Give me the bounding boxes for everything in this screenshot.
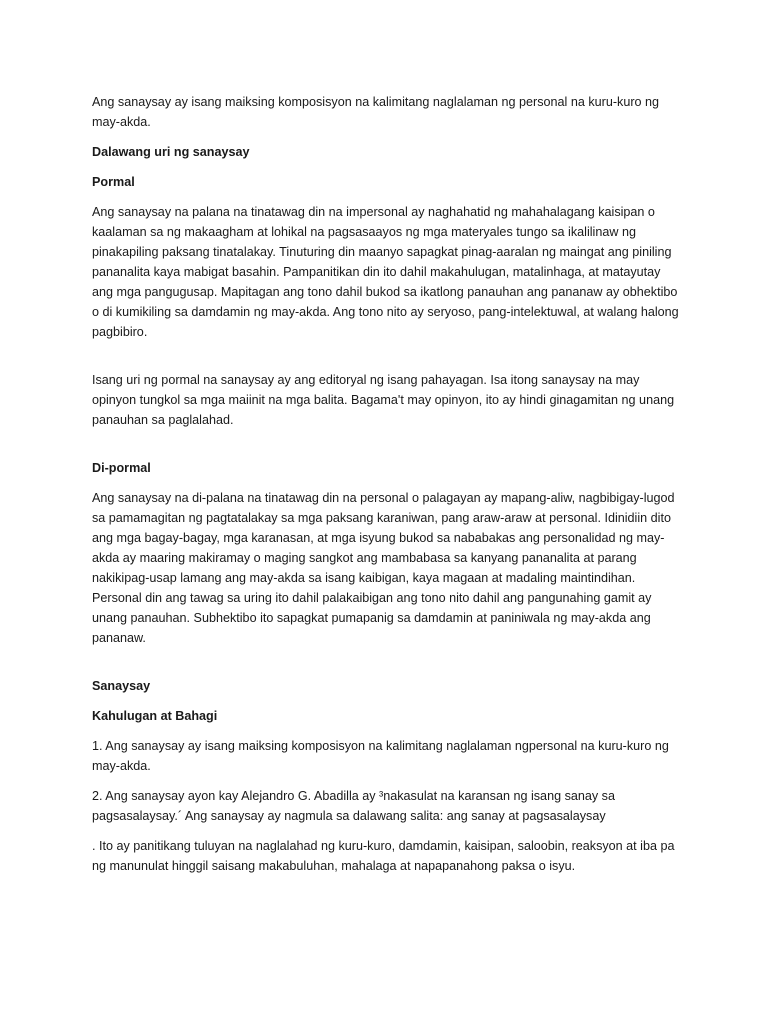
list-item-3: . Ito ay panitikang tuluyan na naglalahad ng kuru-kuro, damdamin, kaisipan, saloobin, reaksyon at iba pa ng manunulat hinggil saisang makabuluhan, mahalaga at napapanahong paksa o isyu. [92, 839, 675, 873]
list-item-2: 2. Ang sanaysay ayon kay Alejandro G. Abadilla ay ³nakasulat na karansan ng isang sanay sa pagsasalaysay.´ Ang sanaysay ay nagmula sa dalawang salita: ang sanay at pagsasalaysay [92, 789, 615, 823]
heading-sanaysay: Sanaysay [92, 679, 151, 693]
heading-dipormal: Di-pormal [92, 461, 151, 475]
dipormal-paragraph: Ang sanaysay na di-palana na tinatawag din na personal o palagayan ay mapang-aliw, nagbibigay-lugod sa pamamagitan ng pagtatalakay sa mga paksang karaniwan, pang araw-araw at personal. Idinidiin dito ang mga bagay-bagay, mga karanasan, at mga isyung bukod sa nababakas ang personalidad ng may-akda ay maaring makiramay o maging sangkot ang mambabasa sa kanyang pananalita at parang nakikipag-usap lamang ang may-akda sa isang kaibigan, kaya magaan at madaling maintindihan. Personal din ang tawag sa uring ito dahil palakaibigan ang tono nito dahil ang pangunahing gamit ay unang panauhan. Subhektibo ito sapagkat pumapanig sa damdamin at paniniwala ng may-akda ang pananaw. [92, 491, 675, 645]
heading-kahulugan: Kahulugan at Bahagi [92, 709, 218, 723]
document-page [92, 92, 682, 876]
heading-types: Dalawang uri ng sanaysay [92, 145, 250, 159]
intro-paragraph: Ang sanaysay ay isang maiksing komposisyon na kalimitang naglalaman ng personal na kuru-kuro ng may-akda. [92, 95, 660, 129]
list-item-1: 1. Ang sanaysay ay isang maiksing komposisyon na kalimitang naglalaman ngpersonal na kuru-kuro ng may-akda. [92, 739, 669, 773]
pormal-paragraph: Ang sanaysay na palana na tinatawag din na impersonal ay naghahatid ng mahahalagang kaisipan o kaalaman sa ng makaagham at lohikal na pagsasaayos ng mga materyales tungo sa ikalilinaw ng pinakapiling paksang tinatalakay. Tinuturing din maanyo sapagkat pinag-aaralan ng maingat ang piniling pananalita kaya mabigat basahin. Pampanitikan din ito dahil makahulugan, matalinhaga, at matayutay ang mga pangugusap. Mapitagan ang tono dahil bukod sa ikatlong panauhan ang pananaw ay obhektibo o di kumikiling sa damdamin ng may-akda. Ang tono nito ay seryoso, pang-intelektuwal, at walang halong pagbibiro. [92, 205, 679, 339]
editoryal-paragraph: Isang uri ng pormal na sanaysay ay ang editoryal ng isang pahayagan. Isa itong sanaysay na may opinyon tungkol sa mga maiinit na mga balita. Bagama't may opinyon, ito ay hindi ginagamitan ng unang panauhan sa paglalahad. [92, 373, 675, 427]
heading-pormal: Pormal [92, 175, 135, 189]
